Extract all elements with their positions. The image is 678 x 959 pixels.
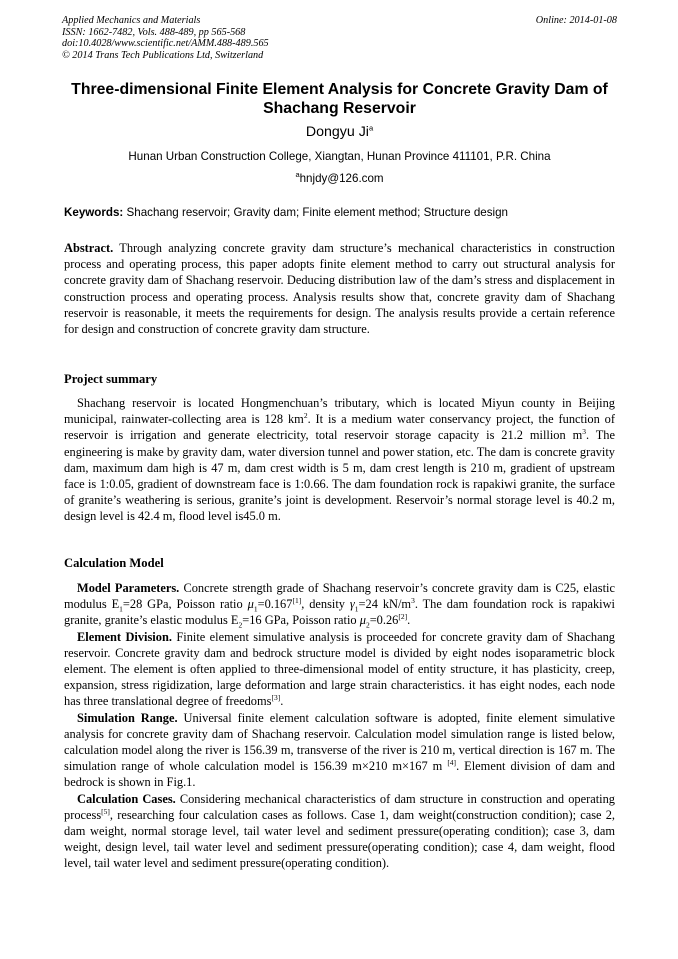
mp-text-3: =0.167	[257, 597, 293, 612]
mu2-sub: 2	[365, 620, 370, 630]
model-parameters-paragraph	[64, 580, 615, 629]
mu-symbol: μ	[247, 597, 254, 612]
mp-text-8: =0.26	[369, 613, 399, 628]
summary-text-3: . The engineering is make by gravity dam, water diversion tunnel and power station, etc. The dam is concrete gravity dam, maximum dam high is 47 m, dam crest width is 5 m, dam crest length is 210 m, gradient of upstream face is 1:0.05, gradient of downstream face is 1:0.66. The dam foundation rock is rapakiwi granite, the surface of granite’s weathering is serious, granite’s joint is development. Reservoir’s normal storage level is 40.2 m, design level is 42.4 m, flood level is45.0 m.	[64, 428, 615, 524]
summary-text-1: Shachang reservoir is located Hongmenchuan’s tributary, which is located Miyun county in Beijing municipal, rainwater-collecting area is 128 km	[64, 396, 615, 427]
section-heading-calculation-model: Calculation Model	[64, 556, 164, 570]
ed-end: .	[280, 694, 284, 709]
mu-sub: 1	[253, 604, 258, 614]
copyright-line: © 2014 Trans Tech Publications Ltd, Switzerland	[62, 49, 264, 61]
calculation-cases-label: Calculation Cases.	[77, 791, 176, 806]
sr-end: . Element division of dam and bedrock is shown in Fig.1.	[64, 759, 615, 790]
ed-text: Finite element simulative analysis is proceeded for concrete gravity dam of Shachang reservoir. Concrete gravity dam and bedrock structure model is divided by eight nodes isoparametric block element. The element is often applied to three-dimensional model of entity structure, it has plasticity, creep, expansion, stress rigidization, large deformation and large strain characteristics. it has eight nodes, each node has three translational degree of freedoms	[64, 629, 615, 709]
journal-header	[62, 15, 617, 61]
mp-text-4: , density	[301, 597, 350, 612]
affiliation: Hunan Urban Construction College, Xiangtan, Hunan Province 411101, P.R. China	[128, 150, 551, 163]
ref-4: [4]	[447, 758, 457, 768]
element-division-paragraph	[64, 629, 615, 710]
abstract-text: Through analyzing concrete gravity dam structure’s mechanical characteristics in construction process and operating process, this paper adopts finite element method to carry out structural analysis for concrete gravity dam of Shachang reservoir. Deducing distribution law of the dam’s stress and displacement in construction process and operating process. Analysis results show that, concrete gravity dam of Shachang reservoir is reasonable, it meets the requirements for design. The analysis results provide a certain reference for design and construction of concrete gravity dam structure.	[64, 241, 615, 337]
online-date: Online: 2014-01-08	[535, 15, 617, 26]
calculation-model-text	[64, 580, 615, 872]
ref-5: [5]	[101, 806, 110, 816]
keywords-text: Shachang reservoir; Gravity dam; Finite element method; Structure design	[126, 206, 508, 219]
keywords-label: Keywords:	[64, 206, 124, 219]
element-division-label: Element Division.	[77, 629, 172, 644]
sr-text: Universal finite element calculation software is adopted, finite element simulative analysis for concrete gravity dam of Shachang reservoir. Calculation model simulation range is listed below, calculation model along the river is 156.39 m, transverse of the river is 210 m, vertical direction is 167 m. The simulation range of whole calculation model is 156.39 m×210 m×167 m	[64, 710, 615, 774]
journal-name: Applied Mechanics and Materials	[62, 15, 201, 26]
cc-text: Considering mechanical characteristics of dam structure in construction and operating process	[64, 791, 615, 822]
ref-3: [3]	[271, 693, 281, 703]
calculation-cases-paragraph	[64, 791, 615, 872]
simulation-range-label: Simulation Range.	[77, 710, 178, 725]
gamma-symbol: γ	[349, 597, 355, 612]
mp-text-7: =16 GPa, Poisson ratio	[242, 613, 360, 628]
gamma-sub: 1	[354, 604, 359, 614]
mp-sup-3: 3	[411, 596, 415, 606]
mp-text-6: . The dam foundation rock is rapakiwi granite, granite’s elastic modulus E	[64, 597, 615, 628]
simulation-range-paragraph	[64, 710, 615, 791]
ref-2: [2]	[398, 612, 408, 622]
section-heading-project-summary: Project summary	[64, 372, 158, 386]
mp-sub-1: 1	[119, 604, 123, 614]
doi-line: doi:10.4028/www.scientific.net/AMM.488-489.565	[62, 38, 269, 50]
mp-sub-2: 2	[238, 620, 243, 630]
keywords	[64, 205, 617, 220]
summary-sup-2: 3	[582, 427, 586, 437]
author-affil-mark: a	[368, 123, 374, 133]
email-line	[62, 171, 617, 186]
cc-end: , researching four calculation cases as follows. Case 1, dam weight(construction condition); case 2, dam weight, normal storage level, tail water level and sediment pressure(operating condition); case 3, dam weight, design level, tail water level and sediment pressure(operating condition); case 4, dam weight, flood level, tail water level and sediment pressure(operating condition).	[64, 807, 615, 871]
mp-text-1: Concrete strength grade of Shachang reservoir’s concrete gravity dam is C25, elastic modulus E	[64, 581, 615, 612]
mp-text-2: =28 GPa, Poisson ratio	[122, 597, 248, 612]
summary-text-2: . It is a medium water conservancy project, the function of reservoir is irrigation and generate electricity, total reservoir storage capacity is 21.2 million m	[64, 412, 615, 443]
issn-line: ISSN: 1662-7482, Vols. 488-489, pp 565-568	[62, 26, 246, 38]
mp-text-9: .	[407, 613, 411, 628]
abstract-label: Abstract.	[64, 241, 114, 255]
paper-title: Three-dimensional Finite Element Analysis for Concrete Gravity Dam of Shachang Reservoir	[71, 81, 608, 117]
abstract	[64, 240, 615, 337]
author-name: Dongyu Ji	[305, 124, 369, 140]
summary-sup-1: 2	[303, 411, 308, 421]
model-parameters-label: Model Parameters.	[77, 581, 180, 595]
mu2-symbol: μ	[359, 613, 366, 628]
email-affil-mark: a	[295, 170, 300, 180]
author-line	[62, 124, 617, 141]
ref-1: [1]	[292, 596, 302, 606]
author-email: hnjdy@126.com	[299, 172, 384, 185]
project-summary-paragraph	[64, 395, 615, 525]
mp-text-5: =24 kN/m	[358, 597, 412, 612]
